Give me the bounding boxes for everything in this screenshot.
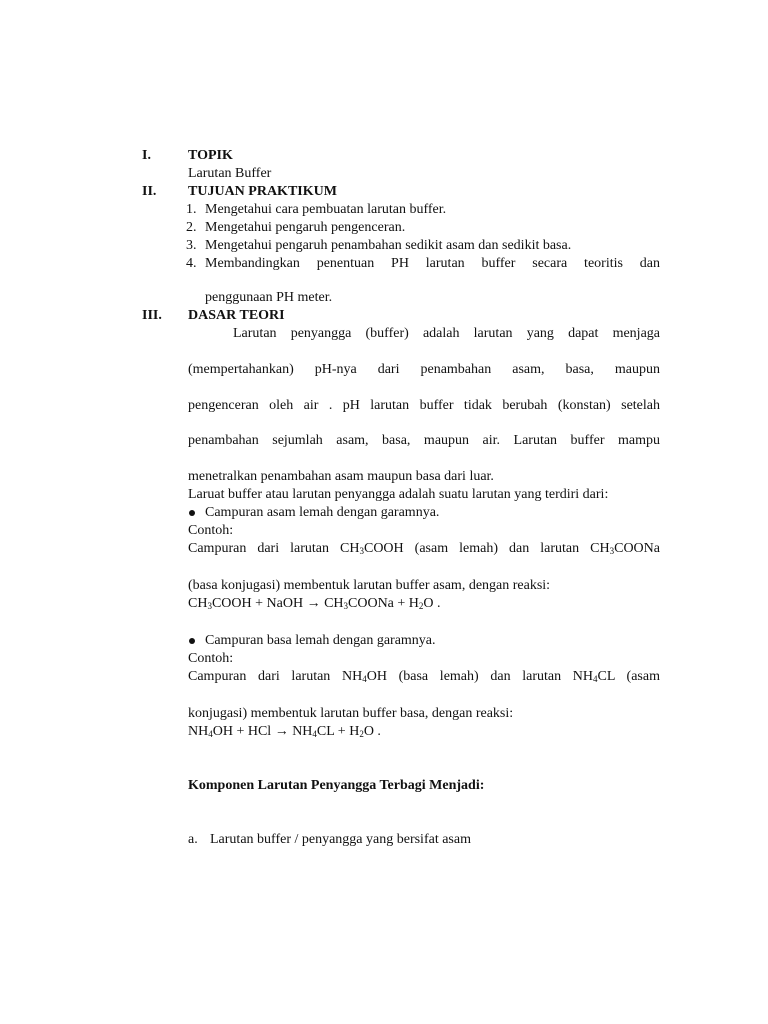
bullet-icon: [189, 510, 195, 516]
paragraph-line: (mempertahankan) pH-nya dari penambahan asam, basa, maupun: [188, 362, 660, 377]
objective-text: Mengetahui cara pembuatan larutan buffer.: [205, 202, 447, 217]
paragraph-line: pengenceran oleh air . pH larutan buffer tidak berubah (konstan) setelah: [188, 398, 660, 413]
objective-text: Membandingkan penentuan PH larutan buffer secara teoritis dan: [205, 256, 660, 271]
bullet-text: Campuran basa lemah dengan garamnya.: [205, 633, 436, 648]
objective-text: Mengetahui pengaruh pengenceran.: [205, 220, 406, 235]
acid-example-line: Campuran dari larutan $CH_3COOH$ (asam lemah) dan larutan $CH_3COONa$: [188, 541, 660, 556]
base-reaction: $NH_4OH$ + HCl → $NH_4CL + H_2O$ .: [188, 724, 381, 739]
base-example-line: konjugasi) membentuk larutan buffer basa, dengan reaksi:: [188, 706, 514, 721]
contoh-label: Contoh:: [188, 651, 234, 666]
topik-text: Larutan Buffer: [188, 166, 272, 181]
objective-text-continued: penggunaan PH meter.: [205, 290, 333, 305]
section-title-topik: TOPIK: [188, 148, 233, 163]
objective-number: 4.: [186, 256, 197, 271]
objective-number: 1.: [186, 202, 197, 217]
definition-text: Laruat buffer atau larutan penyangga adalah suatu larutan yang terdiri dari:: [188, 487, 609, 502]
acid-reaction: $CH_3COOH$ + NaOH → $CH_3COONa + H_2O$ .: [188, 596, 441, 611]
paragraph-line: menetralkan penambahan asam maupun basa dari luar.: [188, 469, 494, 484]
objective-text: Mengetahui pengaruh penambahan sedikit asam dan sedikit basa.: [205, 238, 572, 253]
section-number-1: I.: [142, 148, 151, 163]
list-item-label: a.: [188, 832, 198, 847]
acid-example-line: (basa konjugasi) membentuk larutan buffer asam, dengan reaksi:: [188, 578, 551, 593]
section-number-3: III.: [142, 308, 162, 323]
section-number-2: II.: [142, 184, 157, 199]
bullet-text: Campuran asam lemah dengan garamnya.: [205, 505, 440, 520]
objective-number: 2.: [186, 220, 197, 235]
komponen-heading: Komponen Larutan Penyangga Terbagi Menjadi:: [188, 778, 485, 793]
base-example-line: Campuran dari larutan $NH_4OH$ (basa lemah) dan larutan $NH_4CL$ (asam: [188, 669, 660, 684]
list-item-text: Larutan buffer / penyangga yang bersifat asam: [210, 832, 471, 847]
objective-number: 3.: [186, 238, 197, 253]
bullet-icon: [189, 638, 195, 644]
section-title-tujuan: TUJUAN PRAKTIKUM: [188, 184, 337, 199]
paragraph-line: penambahan sejumlah asam, basa, maupun air. Larutan buffer mampu: [188, 433, 660, 448]
paragraph-line: Larutan penyangga (buffer) adalah larutan yang dapat menjaga: [233, 326, 660, 341]
section-title-dasar-teori: DASAR TEORI: [188, 308, 285, 323]
contoh-label: Contoh:: [188, 523, 234, 538]
